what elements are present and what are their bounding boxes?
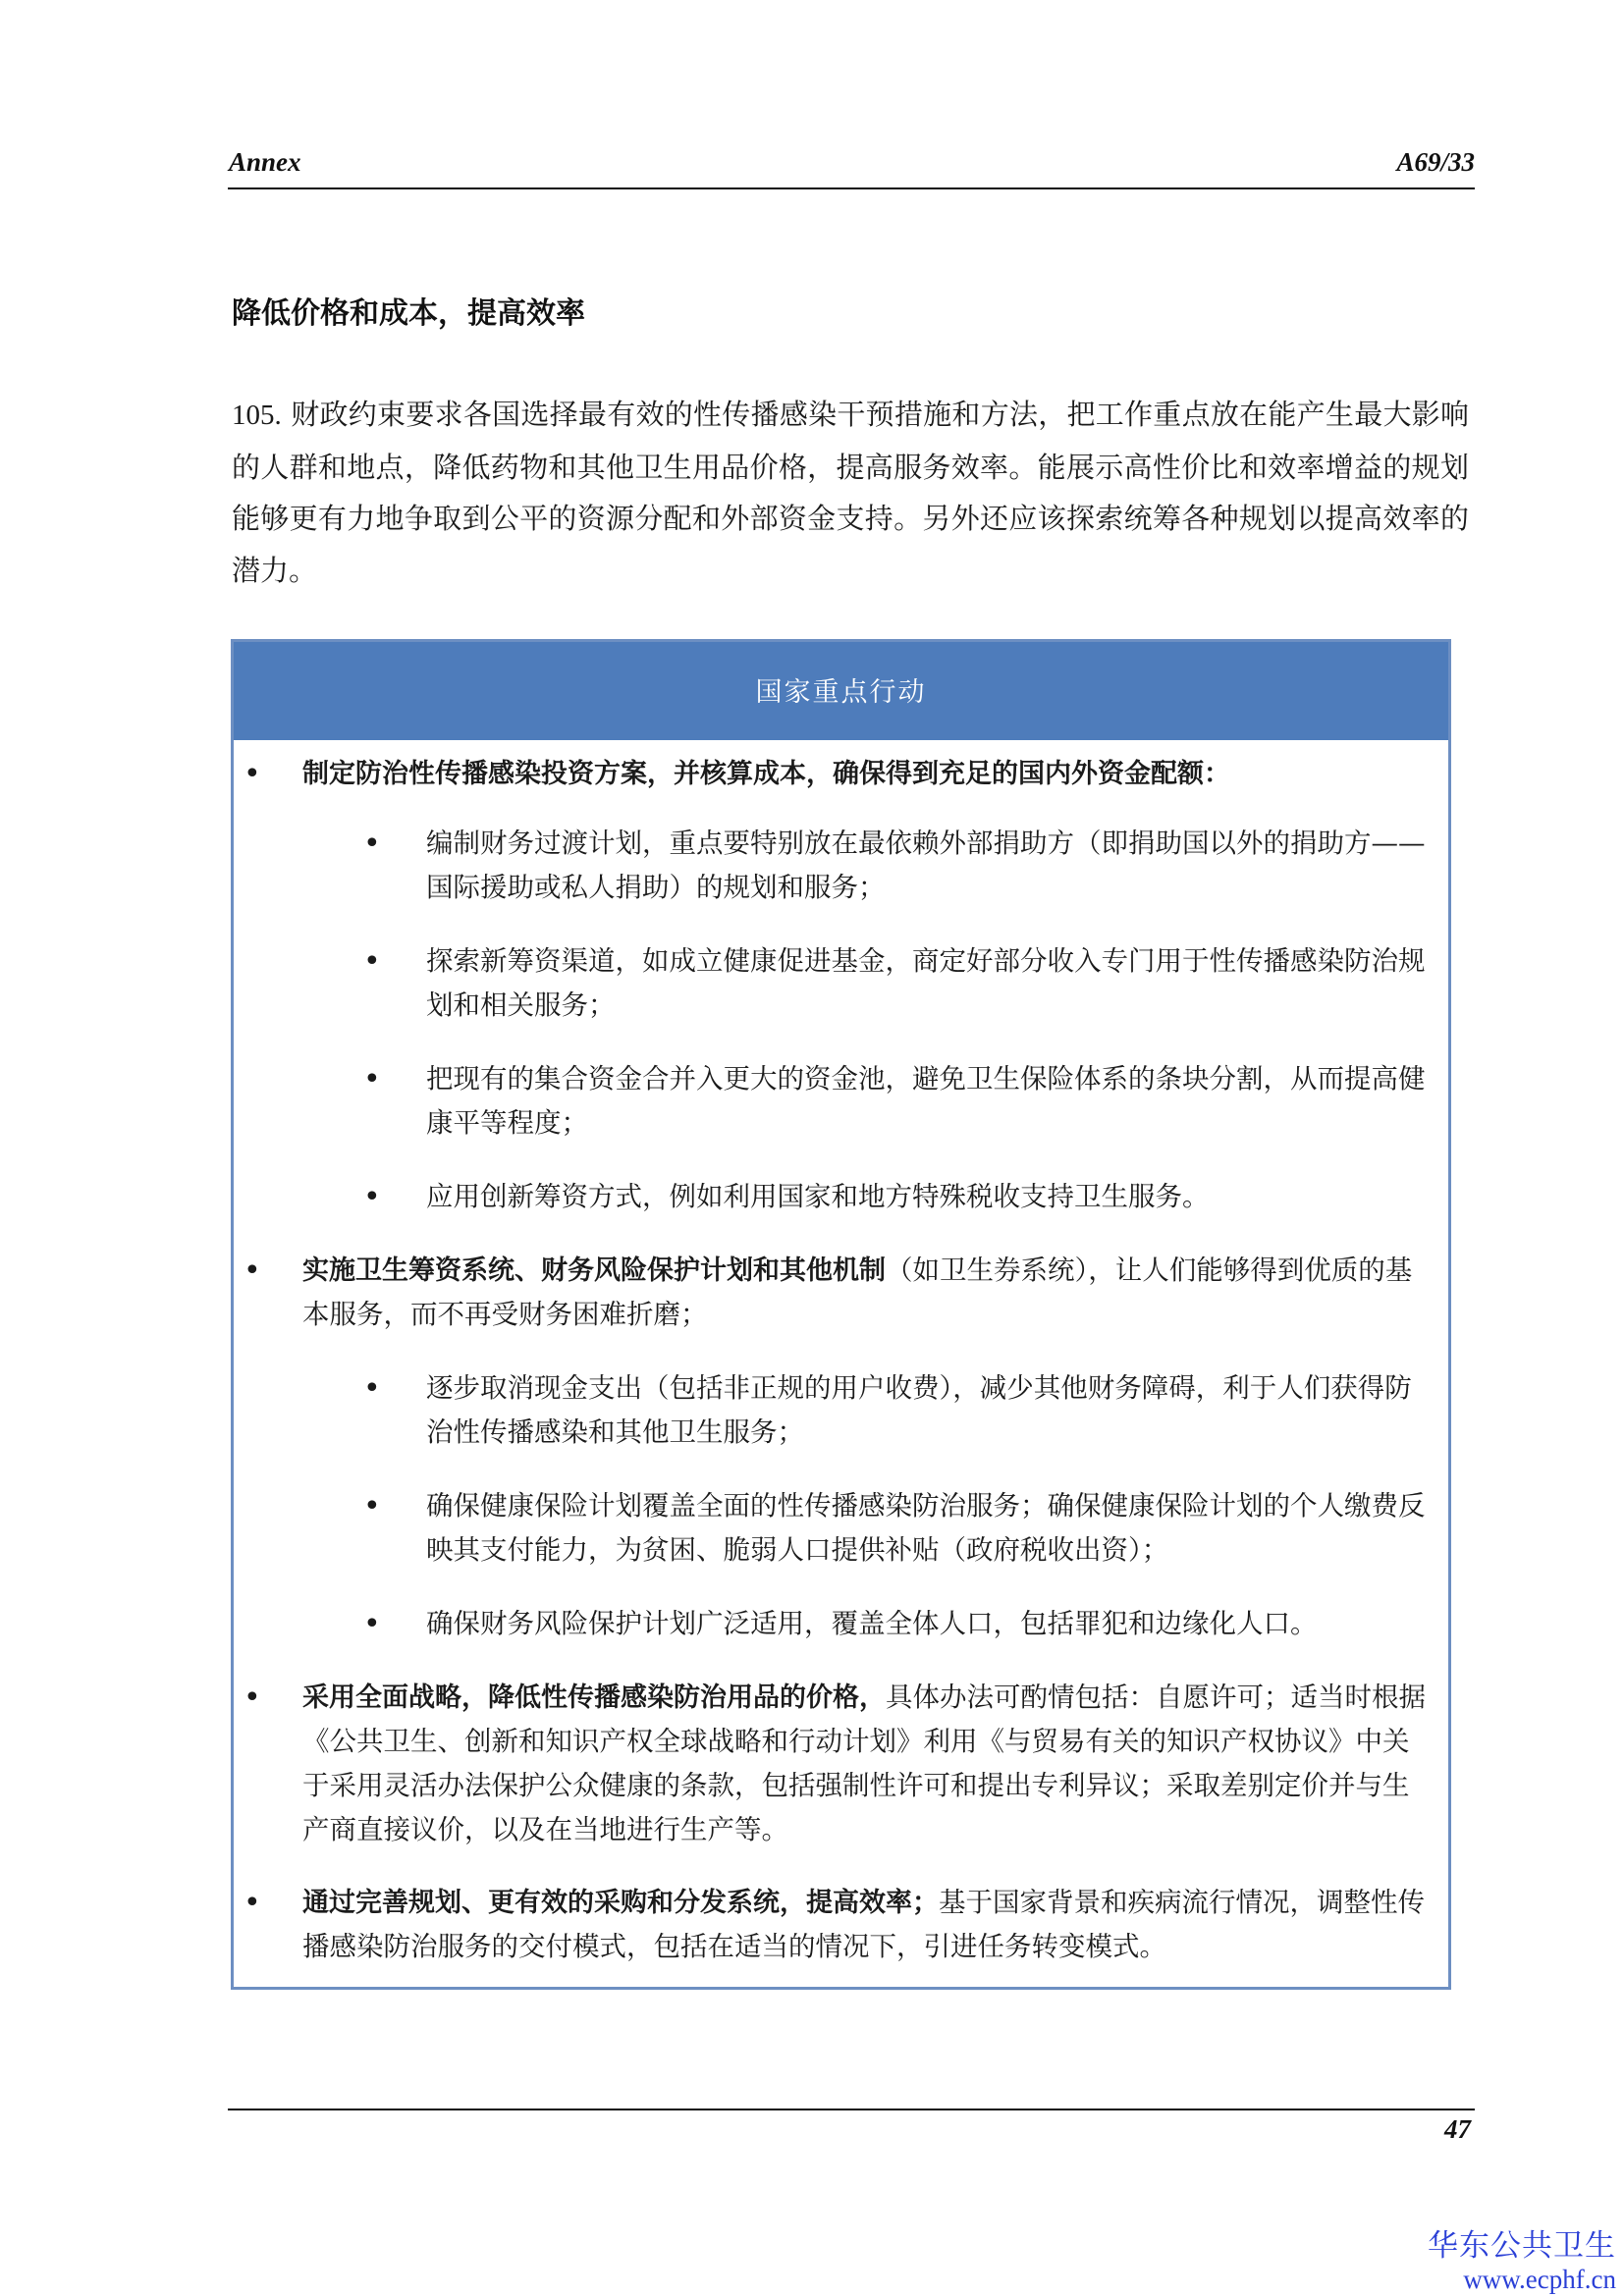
bullet-icon: •	[363, 1489, 381, 1523]
paragraph-text: 财政约束要求各国选择最有效的性传播感染干预措施和方法，把工作重点放在能产生最大影响的人群和地点，降低药物和其他卫生用品价格，提高服务效率。能展示高性价比和效率增益的规划能够更有力地争取到公平的资源分配和外部资金支持。另外还应该探索统筹各种规划以提高效率的潜力。	[232, 398, 1469, 587]
item-text: 具体办法可酌情包括：自愿许可；适当时根据《公共卫生、创新和知识产权全球战略和行动计划》利用《与贸易有关的知识产权协议》中关于采用灵活办法保护公众健康的条款，包括强制性许可和提出专利异议；采取差别定价并与生产商直接议价，以及在当地进行生产等。	[302, 1682, 1426, 1845]
bullet-icon: •	[363, 1371, 381, 1406]
bullet-icon: •	[244, 1254, 261, 1288]
list-item	[244, 1881, 1432, 1969]
bullet-icon: •	[244, 757, 261, 791]
list-item	[244, 1249, 1432, 1337]
item-text: 确保财务风险保护计划广泛适用，覆盖全体人口，包括罪犯和边缘化人口。	[426, 1608, 1318, 1639]
item-text: 逐步取消现金支出（包括非正规的用户收费），减少其他财务障碍，利于人们获得防治性传播感染和其他卫生服务；	[426, 1372, 1412, 1448]
paragraph-number: 105.	[232, 400, 282, 431]
header-rule	[228, 187, 1475, 189]
footer-rule	[228, 2109, 1475, 2110]
list-item	[244, 752, 1432, 796]
item-text: （如卫生券系统），让人们能够得到优质的基本服务，而不再受财务困难折磨；	[302, 1255, 1413, 1330]
item-text: 应用创新筹资方式，例如利用国家和地方特殊税收支持卫生服务。	[426, 1181, 1210, 1212]
list-item	[244, 1676, 1432, 1852]
list-item	[363, 1057, 1432, 1146]
item-bold-text: 采用全面战略，降低性传播感染防治用品的价格，	[302, 1682, 886, 1713]
bullet-icon: •	[363, 944, 381, 979]
list-item	[363, 822, 1432, 910]
list-item	[363, 939, 1432, 1028]
box-title: 国家重点行动	[755, 676, 927, 708]
item-text: 把现有的集合资金合并入更大的资金池，避免卫生保险体系的条块分割，从而提高健康平等程度；	[426, 1063, 1426, 1139]
header-annex: Annex	[229, 147, 301, 177]
national-actions-box	[231, 639, 1451, 1990]
header-document-code: A69/33	[1396, 147, 1475, 177]
bullet-icon: •	[363, 1607, 381, 1641]
page-number: 47	[1444, 2114, 1471, 2144]
watermark-url: www.ecphf.cn	[1463, 2265, 1616, 2294]
list-item	[363, 1175, 1432, 1219]
item-bold-text: 制定防治性传播感染投资方案，并核算成本，确保得到充足的国内外资金配额：	[302, 759, 1230, 789]
item-text: 基于国家背景和疾病流行情况，调整性传播感染防治服务的交付模式，包括在适当的情况下，引进任务转变模式。	[302, 1887, 1425, 1962]
bullet-icon: •	[244, 1886, 261, 1920]
watermark-org-name: 华东公共卫生	[1428, 2228, 1616, 2264]
list-item	[363, 1366, 1432, 1455]
item-text: 编制财务过渡计划，重点要特别放在最依赖外部捐助方（即捐助国以外的捐助方——国际援助或私人捐助）的规划和服务；	[426, 828, 1426, 903]
bullet-icon: •	[363, 827, 381, 861]
bullet-icon: •	[363, 1062, 381, 1096]
item-text: 确保健康保险计划覆盖全面的性传播感染防治服务；确保健康保险计划的个人缴费反映其支付能力，为贫困、脆弱人口提供补贴（政府税收出资）；	[426, 1490, 1426, 1566]
list-item	[363, 1602, 1432, 1646]
item-bold-text: 实施卫生筹资系统、财务风险保护计划和其他机制	[302, 1255, 886, 1286]
bullet-icon: •	[244, 1681, 261, 1715]
item-bold-text: 通过完善规划、更有效的采购和分发系统，提高效率；	[302, 1888, 939, 1918]
section-title: 降低价格和成本，提高效率	[232, 296, 585, 331]
list-item	[363, 1484, 1432, 1573]
paragraph-105	[232, 389, 1469, 596]
bullet-icon: •	[363, 1180, 381, 1214]
item-text: 探索新筹资渠道，如成立健康促进基金，商定好部分收入专门用于性传播感染防治规划和相关服务；	[426, 945, 1426, 1021]
box-header	[234, 642, 1448, 740]
